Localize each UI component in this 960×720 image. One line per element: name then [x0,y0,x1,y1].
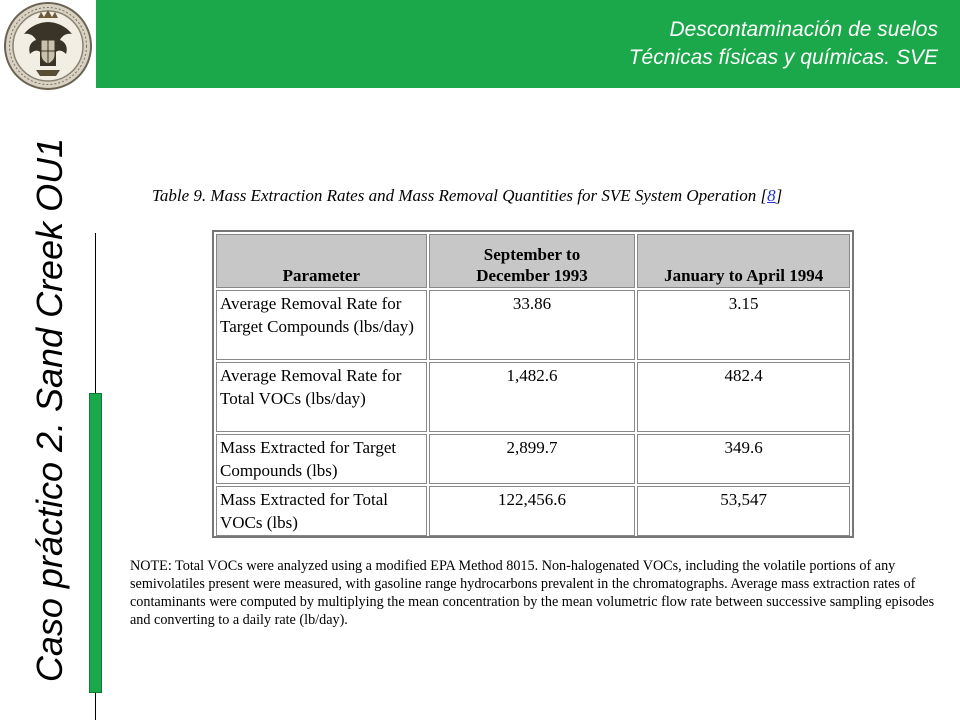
table-row [216,486,850,536]
column-header-sep-dec-1993: September to December 1993 [429,234,636,288]
university-crest-icon [0,0,96,92]
cell-parameter: Mass Extracted for Target Compounds (lbs) [216,434,427,484]
header-title-line2: Técnicas físicas y químicas. SVE [628,46,938,69]
column-header-jan-apr-1994: January to April 1994 [637,234,850,288]
table-row [216,362,850,432]
cell-parameter: Mass Extracted for Total VOCs (lbs) [216,486,427,536]
header-band [96,0,960,88]
logo [0,0,96,92]
table-caption-text: Table 9. Mass Extraction Rates and Mass Removal Quantities for SVE System Operation [ [152,186,768,205]
reference-link[interactable]: 8 [767,186,776,205]
side-title: Caso práctico 2. Sand Creek OU1 [29,137,70,683]
table-header-row [216,234,850,288]
table-note: NOTE: Total VOCs were analyzed using a modified EPA Method 8015. Non-halogenated VOCs, including the volatile portions of any semivolatiles present were measured, with gasoline range hydrocarbons prevalent in the chromatographs. Average mass extraction rates of contaminants were computed by multiplying the mean concentration by the mean volumetric flow rate between successive sampling episodes and converting to a daily rate (lb/day). [130,558,935,628]
data-table [214,232,852,538]
table-caption-end: ] [775,186,783,205]
table-row [216,290,850,360]
accent-bar [89,393,102,693]
cell-sep-dec-1993: 122,456.6 [429,486,636,536]
header-title [629,16,938,72]
cell-jan-apr-1994: 3.15 [637,290,850,360]
cell-jan-apr-1994: 349.6 [637,434,850,484]
cell-parameter: Average Removal Rate for Target Compounds (lbs/day) [216,290,427,360]
cell-parameter: Average Removal Rate for Total VOCs (lbs/day) [216,362,427,432]
cell-jan-apr-1994: 53,547 [637,486,850,536]
cell-sep-dec-1993: 33.86 [429,290,636,360]
column-header-parameter: Parameter [216,234,427,288]
cell-sep-dec-1993: 2,899.7 [429,434,636,484]
table-caption [152,186,952,206]
table-row [216,434,850,484]
header-title-line1: Descontaminación de suelos [669,18,938,41]
cell-jan-apr-1994: 482.4 [637,362,850,432]
cell-sep-dec-1993: 1,482.6 [429,362,636,432]
data-table-frame [212,230,854,538]
